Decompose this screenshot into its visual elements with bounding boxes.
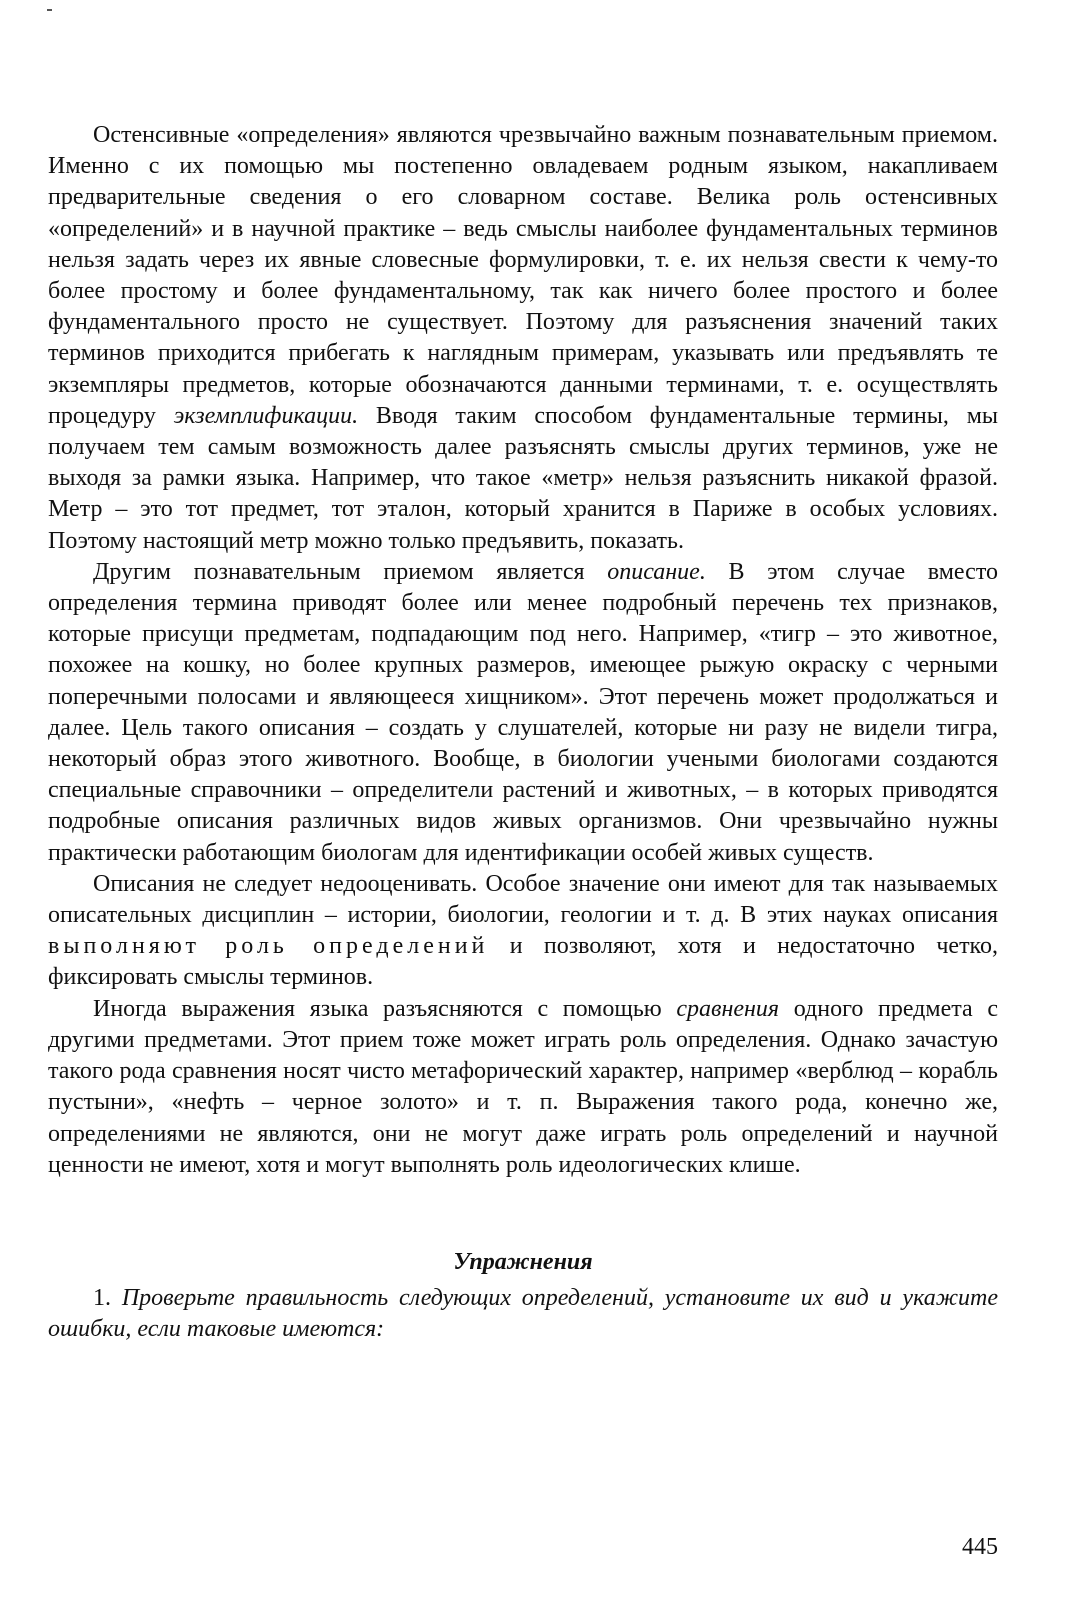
- term-comparison: сравнения: [676, 995, 780, 1022]
- section-heading: Упражнения: [453, 1248, 593, 1275]
- paragraph-descriptive-disciplines: [48, 869, 998, 994]
- text-run: и позволяют, хотя и недостаточно четко, фиксировать смыслы терминов.: [48, 933, 998, 991]
- spaced-emphasis: выполняют роль определений: [48, 933, 489, 960]
- paragraph-comparison: [48, 994, 998, 1181]
- term-exemplification: экземплификации.: [173, 402, 359, 429]
- text-run: Вводя таким способом фундаментальные термины, мы получаем тем самым возможность далее разъяснять смыслы других терминов, уже не выходя за рамки языка. Например, что такое «метр» нельзя разъяснить никакой фразой. Метр – это тот предмет, тот эталон, который хранится в Париже в особых условиях. Поэтому настоящий метр можно только предъявить, показать.: [48, 402, 999, 554]
- scan-mark: [47, 9, 52, 11]
- term-description: описание.: [607, 558, 706, 585]
- text-run: В этом случае вместо определения термина приводят более или менее подробный перечень тех признаков, которые присущи предметам, подпадающим под него. Например, «тигр – это животное, похожее на кошку, но более крупных размеров, имеющее рыжую окраску с черными поперечными полосами и являющееся хищником». Этот перечень может продолжаться и далее. Цель такого описания – создать у слушателей, которые ни разу не видели тигра, некоторый образ этого животного. Вообще, в биологии учеными биологами создаются специальные справочники – определители растений и животных, – в которых приводятся подробные описания различных видов живых организмов. Они чрезвычайно нужны практически работающим биологам для идентификации особей живых существ.: [48, 558, 998, 866]
- text-run: Описания не следует недооценивать. Особое значение они имеют для так называемых описательных дисциплин – истории, биологии, геологии и т. д. В этих науках описания: [48, 870, 998, 929]
- exercise-number: 1.: [93, 1285, 111, 1312]
- page-number: 445: [962, 1534, 998, 1560]
- paragraph-description: [48, 557, 998, 869]
- text-run: Остенсивные «определения» являются чрезвычайно важным познавательным приемом. Именно с их помощью мы постепенно овладеваем родным языком, накапливаем предварительные сведения о его словарном составе. Велика роль остенсивных «определений» и в научной практике – ведь смыслы наиболее фундаментальных терминов нельзя задать через их явные словесные формулировки, т. е. их нельзя свести к чему-то более простому и более фундаментальному, так как ничего более простого и более фундаментального просто не существует. Поэтому для разъяснения значений таких терминов приходится прибегать к наглядным примерам, указывать или предъявлять те экземпляры предметов, которые обозначаются данными терминами, т. е. осуществлять процедуру: [48, 122, 998, 429]
- paragraph-ostensive-definitions: [48, 120, 998, 557]
- body-text: [48, 120, 998, 1181]
- exercise-item: [48, 1283, 998, 1345]
- text-run: одного предмета с другими предметами. Этот прием тоже может играть роль определения. Однако зачастую такого рода сравнения носят чисто метафорический характер, например «верблюд – корабль пустыни», «нефть – черное золото» и т. п. Выражения такого рода, конечно же, определениями не являются, они не могут даже играть роль определений и научной ценности не имеют, хотя и могут выполнять роль идеологических клише.: [48, 995, 998, 1178]
- text-run: Другим познавательным приемом является: [93, 558, 608, 585]
- text-run: Иногда выражения языка разъясняются с помощью: [93, 995, 677, 1022]
- exercise-text: Проверьте правильность следующих определений, установите их вид и укажите ошибки, если таковые имеются:: [48, 1285, 999, 1343]
